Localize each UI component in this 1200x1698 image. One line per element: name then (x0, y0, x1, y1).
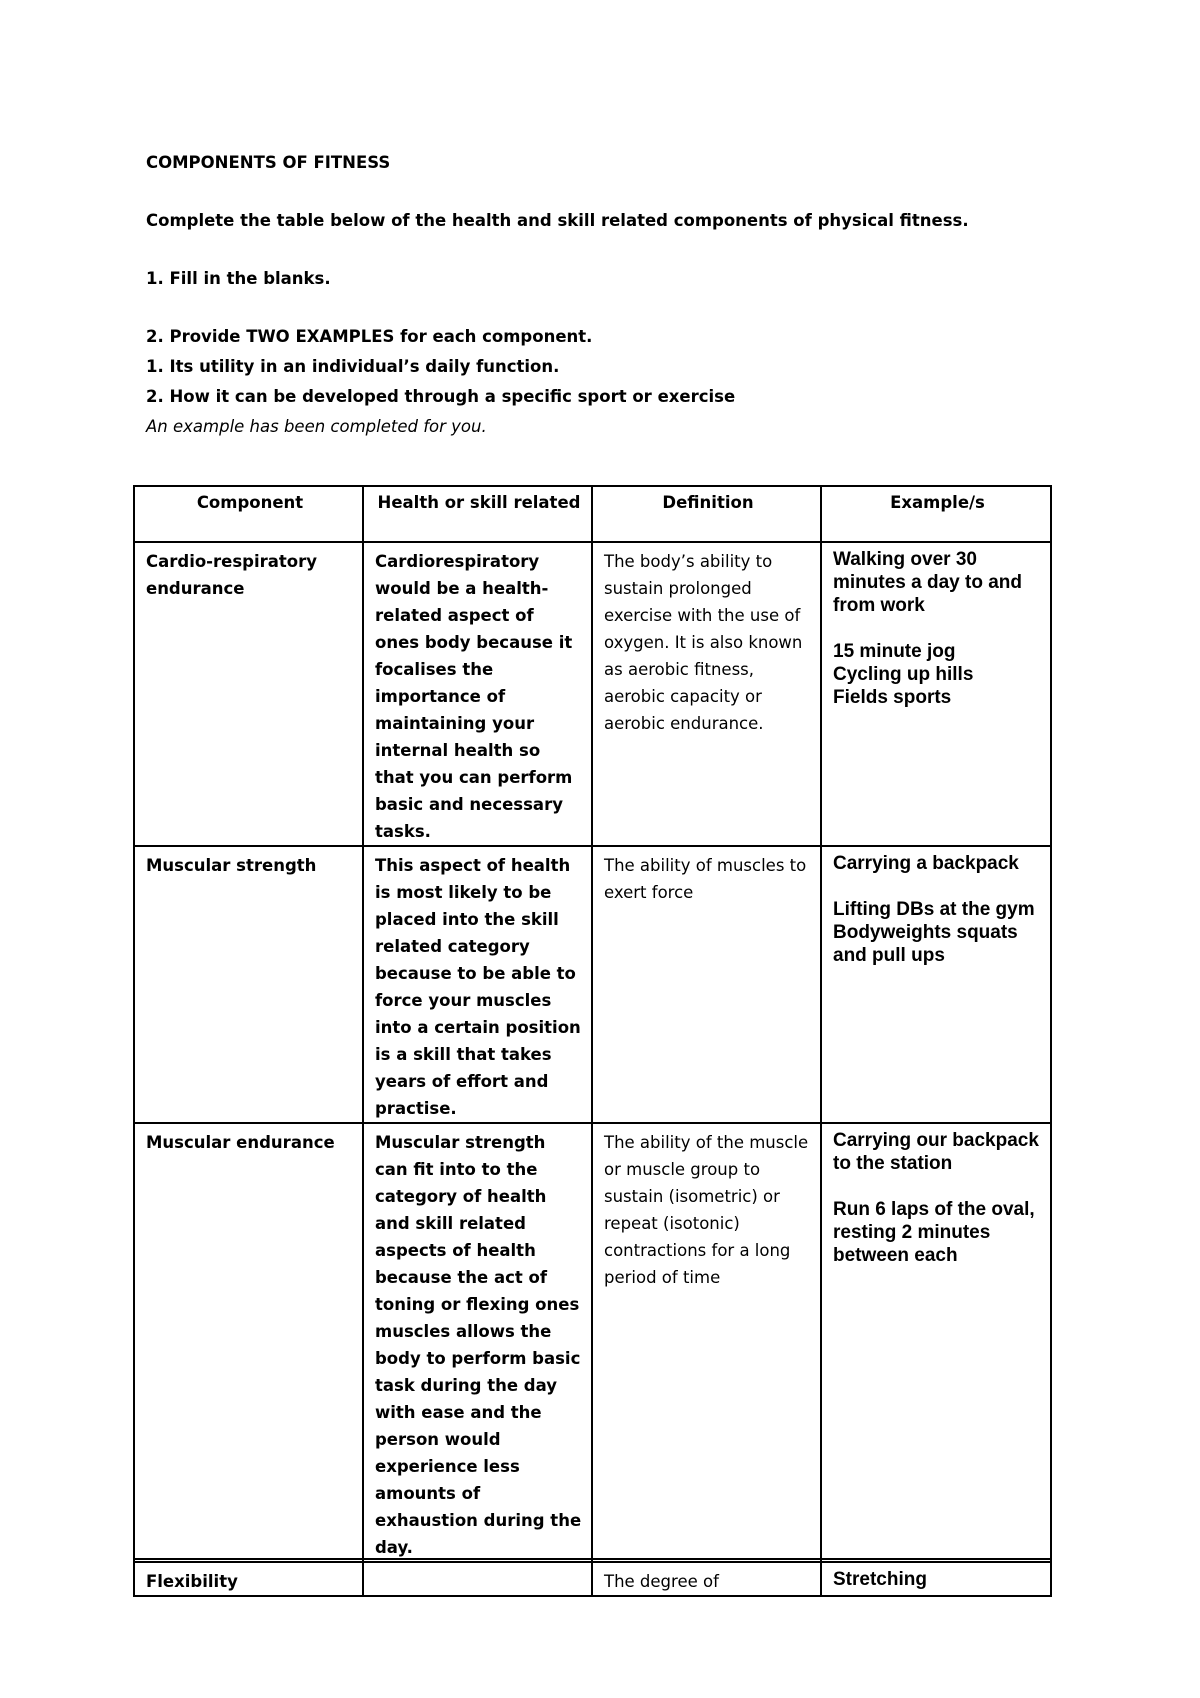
example-spacer (833, 1175, 1042, 1198)
example-note: An example has been completed for you. (146, 417, 487, 436)
table-row (134, 1562, 1051, 1596)
document-title: COMPONENTS OF FITNESS (146, 153, 391, 172)
sub-step-utility: 1. Its utility in an individual’s daily function. (146, 357, 560, 376)
step-provide-examples: 2. Provide TWO EXAMPLES for each component. (146, 327, 593, 346)
cell-examples (821, 542, 1051, 846)
instructions-block (146, 148, 1066, 442)
cell-examples (821, 846, 1051, 1123)
example-daily: Carrying our backpack to the station (833, 1130, 1039, 1174)
example-sport: Fields sports (833, 687, 952, 708)
header-examples: Example/s (821, 486, 1051, 542)
cell-component: Cardio-respiratory endurance (134, 542, 363, 846)
cell-definition: The ability of muscles to exert force (592, 846, 821, 1123)
cell-component: Muscular endurance (134, 1123, 363, 1562)
instruction-text: Complete the table below of the health and skill related components of physical fitness. (146, 211, 969, 230)
example-daily: Walking over 30 minutes a day to and from work (833, 549, 1022, 616)
step-fill-blanks: 1. Fill in the blanks. (146, 269, 331, 288)
example-daily: Carrying a backpack (833, 853, 1019, 874)
cell-health-skill[interactable] (363, 1562, 592, 1596)
cell-definition: The body’s ability to sustain prolonged exercise with the use of oxygen. It is also known as aerobic fitness, aerobic capacity or aerobic endurance. (592, 542, 821, 846)
cell-health-skill: This aspect of health is most likely to be placed into the skill related category because to be able to force your muscles into a certain position is a skill that takes years of effort and practise. (363, 846, 592, 1123)
example-sport: Bodyweights squats and pull ups (833, 922, 1018, 966)
cell-examples (821, 1562, 1051, 1596)
cell-component: Muscular strength (134, 846, 363, 1123)
cell-definition: The degree of (592, 1562, 821, 1596)
components-table (133, 485, 1052, 1597)
example-spacer (833, 617, 1042, 640)
header-health-skill: Health or skill related (363, 486, 592, 542)
header-component: Component (134, 486, 363, 542)
cell-examples (821, 1123, 1051, 1562)
components-table-wrapper (133, 485, 1050, 1591)
example-sport: Run 6 laps of the oval, resting 2 minutes between each (833, 1199, 1035, 1266)
cell-health-skill: Cardiorespiratory would be a health-related aspect of ones body because it focalises the importance of maintaining your internal health so that you can perform basic and necessary tasks. (363, 542, 592, 846)
example-sport: 15 minute jog (833, 641, 956, 662)
cell-definition: The ability of the muscle or muscle group to sustain (isometric) or repeat (isotonic) contractions for a long period of time (592, 1123, 821, 1562)
table-row (134, 846, 1051, 1123)
sub-step-development: 2. How it can be developed through a specific sport or exercise (146, 387, 736, 406)
cell-component: Flexibility (134, 1562, 363, 1596)
example-sport: Cycling up hills (833, 664, 974, 685)
cell-health-skill: Muscular strength can fit into to the category of health and skill related aspects of health because the act of toning or flexing ones muscles allows the body to perform basic task during the day with ease and the person would experience less amounts of exhaustion during the day. (363, 1123, 592, 1562)
header-definition: Definition (592, 486, 821, 542)
example-sport: Lifting DBs at the gym (833, 899, 1035, 920)
example-spacer (833, 875, 1042, 898)
table-header-row (134, 486, 1051, 542)
example-daily: Stretching (833, 1569, 927, 1590)
table-row (134, 1123, 1051, 1562)
table-row (134, 542, 1051, 846)
